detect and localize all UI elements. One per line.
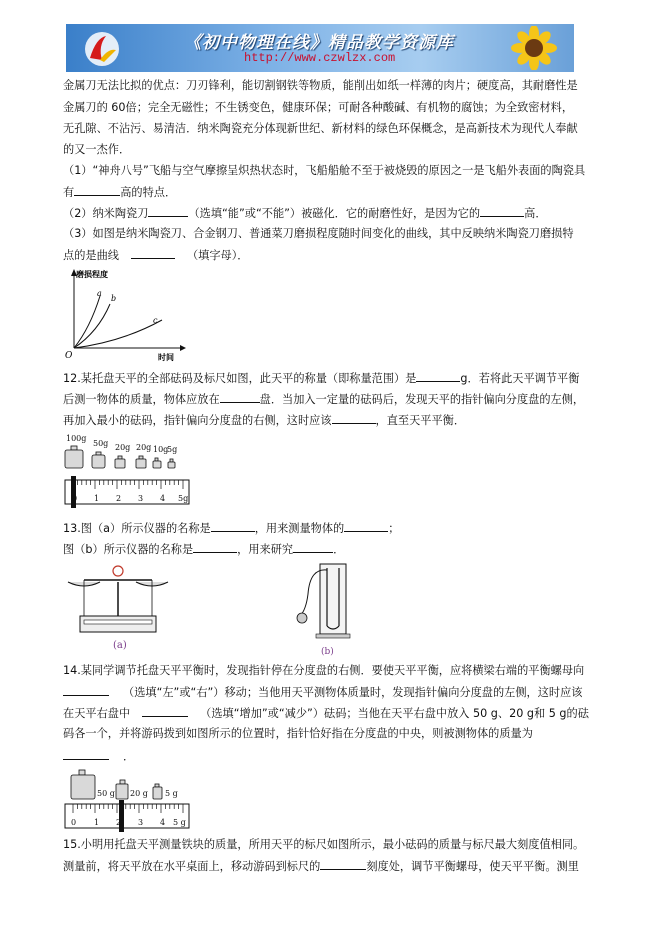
answer-blank[interactable] [63, 749, 109, 760]
scale-label-3: 3 [138, 494, 144, 503]
q11-text: （2）纳米陶瓷刀 [63, 207, 149, 220]
answer-blank[interactable] [148, 206, 188, 217]
q14-text: ． [123, 750, 135, 763]
weight-label-50g: 50 g [97, 789, 115, 798]
scale-label-1: 1 [94, 818, 100, 827]
intro-line-1: 金属刀无法比拟的优点：刀刃锋利，能切割钢铁等物质，能削出如纸一样薄的肉片；硬度高，其耐磨性是 [63, 79, 578, 92]
gauge-board [320, 564, 346, 634]
q13-figure-a-balance [62, 560, 174, 655]
weight-20g-knob [118, 456, 122, 459]
rider-slider[interactable] [71, 476, 76, 508]
q15-line-2 [63, 859, 579, 874]
q12-text: 再加入最小的砝码，指针偏向分度盘的右侧，这时应该 [63, 414, 332, 427]
weight-100g [65, 450, 83, 468]
q13-figure-b-pressure-gauge [290, 560, 360, 660]
q14-text: （选填“增加”或“减少”）砝码；当他在天平右盘中放入 50 g、20 g和 5 g的砝 [200, 707, 589, 720]
q12-text: 12.某托盘天平的全部砝码及标尺如图，此天平的称量（即称量范围）是 [63, 372, 417, 385]
scale-label-4: 4 [160, 494, 166, 503]
weight-label-20g: 20 g [130, 789, 148, 798]
curve-c-label: c [153, 316, 158, 325]
weight-label-100g: 100g [66, 434, 87, 443]
q13-text: ，用来研究 [237, 543, 294, 556]
q12-weights-and-scale [63, 432, 193, 510]
q14-line-1: 14.某同学调节托盘天平平衡时，发现指针停在分度盘的右侧．要使天平平衡，应将横梁右端的平衡螺母向 [63, 664, 585, 677]
q12-text: 后测一物体的质量，物体应放在 [63, 393, 220, 406]
q13-line-2 [63, 542, 344, 557]
weight-20g-knob [120, 780, 125, 784]
weight-100g-knob [71, 446, 77, 450]
caption-b: (b) [321, 647, 334, 657]
q12-line-1 [63, 371, 579, 386]
weight-50g [92, 455, 105, 468]
q14-line-5 [63, 749, 134, 764]
q15-text: 刻度处，调节平衡螺母，使天平平衡。测里 [366, 860, 579, 873]
weight-label-5g: 5 g [165, 789, 178, 798]
balance-dial [113, 566, 123, 576]
answer-blank[interactable] [131, 248, 175, 259]
q11-part2-line [63, 206, 547, 221]
answer-blank[interactable] [193, 542, 237, 553]
answer-blank[interactable] [63, 685, 109, 696]
y-axis-label: 磨损程度 [76, 270, 108, 279]
rider-scale [65, 804, 189, 828]
curve-b-label: b [111, 294, 117, 303]
logo-icon [82, 30, 122, 68]
answer-blank[interactable] [332, 413, 376, 424]
q14-text: （选填“左”或“右”）移动；当他用天平测物体质量时，发现指针偏向分度盘的左侧，这时应该 [123, 686, 583, 699]
q13-text: ； [388, 522, 400, 535]
q12-text: ，直至天平平衡． [375, 414, 466, 427]
answer-blank[interactable] [74, 185, 120, 196]
weight-5g-knob [170, 459, 173, 462]
q13-text: 13.图（a）所示仪器的名称是 [63, 522, 211, 535]
scale-label-5g: 5 g [173, 818, 186, 827]
header-title: 《初中物理在线》精品教学资源库 [184, 33, 454, 53]
curve-a-label: a [97, 289, 102, 298]
q14-line-3 [63, 706, 589, 721]
q14-text: 在天平右盘中 [63, 707, 131, 720]
answer-blank[interactable] [416, 371, 460, 382]
scale-label-3: 3 [138, 818, 144, 827]
weight-50g [71, 775, 95, 799]
rider-scale [65, 480, 189, 504]
probe-hand [297, 613, 307, 623]
q13-text: ，用来测量物体的 [254, 522, 345, 535]
q15-line-1: 15.小明用托盘天平测量铁块的质量，所用天平的标尺如图所示，最小砝码的质量与标尺最大刻度值相同。 [63, 838, 585, 851]
weight-10g-knob [155, 458, 158, 461]
weight-5g [153, 787, 162, 799]
weight-5g [168, 462, 175, 468]
weight-20g-2 [136, 459, 146, 468]
wear-curve-graph [62, 268, 187, 364]
x-axis-arrow [180, 345, 186, 351]
q12-line-3 [63, 413, 465, 428]
caption-a: (a) [113, 640, 127, 651]
answer-blank[interactable] [344, 521, 388, 532]
scale-label-1: 1 [94, 494, 100, 503]
q15-text: 测量前，将天平放在水平桌面上，移动游码到标尺的 [63, 860, 321, 873]
q13-text: 图（b）所示仪器的名称是 [63, 543, 194, 556]
q11-part3-line-b [63, 248, 248, 263]
weight-label-10g: 10g [153, 445, 169, 454]
weight-50g-knob [79, 770, 85, 775]
scale-label-2: 2 [116, 818, 122, 827]
q14-weights-and-scale [63, 768, 193, 832]
answer-blank[interactable] [293, 542, 333, 553]
q11-text: （填字母）． [186, 249, 249, 262]
q13-line-1 [63, 521, 399, 536]
header-url[interactable]: http://www.czwlzx.com [244, 51, 396, 65]
q11-text: 高的特点． [120, 186, 177, 199]
scale-label-2: 2 [116, 494, 122, 503]
q12-text: g．若将此天平调节平衡 [460, 372, 580, 385]
rider-slider[interactable] [119, 800, 124, 832]
balance-beam-scale [84, 620, 152, 624]
q11-part1-line-b [63, 185, 176, 200]
weight-label-50g: 50g [93, 439, 109, 448]
weight-20g-2-knob [139, 456, 143, 459]
x-axis-label: 时间 [158, 353, 174, 362]
scale-label-0: 0 [71, 818, 77, 827]
weight-10g [153, 461, 161, 468]
sunflower-icon [504, 26, 564, 70]
weight-label-5g: 5g [167, 445, 178, 454]
q14-line-2 [63, 685, 583, 700]
weight-50g-knob [96, 452, 101, 455]
q12-line-2 [63, 392, 584, 407]
q11-part3-line-a: （3）如图是纳米陶瓷刀、合金钢刀、普通菜刀磨损程度随时间变化的曲线，其中反映纳米陶瓷刀磨损特 [63, 227, 574, 240]
q11-text: 点的是曲线 [63, 249, 119, 262]
gauge-stand [316, 634, 350, 638]
curve-a [74, 296, 100, 348]
answer-blank[interactable] [142, 706, 188, 717]
q11-text: 高． [524, 207, 547, 220]
intro-line-4: 的又一杰作． [63, 143, 131, 156]
scale-label-5g: 5g [178, 494, 189, 503]
intro-line-2: 金属刀的 60倍；完全无磁性；不生锈变色，健康环保；可耐各种酸碱、有机物的腐蚀；为全致密材料， [63, 101, 574, 114]
q11-part1-line-a: （1）“神舟八号”飞船与空气摩擦呈炽热状态时，飞船船舱不至于被烧毁的原因之一是飞船外表面的陶瓷具 [63, 164, 586, 177]
weight-5g-knob [155, 784, 159, 787]
scale-label-0: 0 [72, 494, 78, 503]
scale-label-4: 4 [160, 818, 166, 827]
q12-text: 盘．当加入一定量的砝码后，发现天平的指针偏向分度盘的左侧， [259, 393, 585, 406]
intro-line-3: 无孔隙、不沾污、易清洁．纳米陶瓷充分体现新世纪、新材料的绿色环保概念，是高新技术为现代人奉献 [63, 122, 578, 135]
q13-text: ． [333, 543, 345, 556]
weight-label-20g: 20g [115, 443, 131, 452]
origin-label: O [65, 351, 73, 361]
answer-blank[interactable] [220, 392, 260, 403]
q11-text: 有 [63, 186, 75, 199]
weight-20g [115, 459, 125, 468]
answer-blank[interactable] [211, 521, 255, 532]
answer-blank[interactable] [480, 206, 524, 217]
weight-20g [116, 784, 128, 799]
q14-line-4: 码各一个，并将游码拨到如图所示的位置时，指针恰好指在分度盘的中央，则被测物体的质量为 [63, 727, 533, 740]
answer-blank[interactable] [320, 859, 366, 870]
curve-c [74, 320, 162, 348]
header-banner [66, 24, 574, 72]
weight-label-20g-2: 20g [136, 443, 152, 452]
q11-text: （选填“能”或“不能”）被磁化．它的耐磨性好，是因为它的 [188, 207, 481, 220]
